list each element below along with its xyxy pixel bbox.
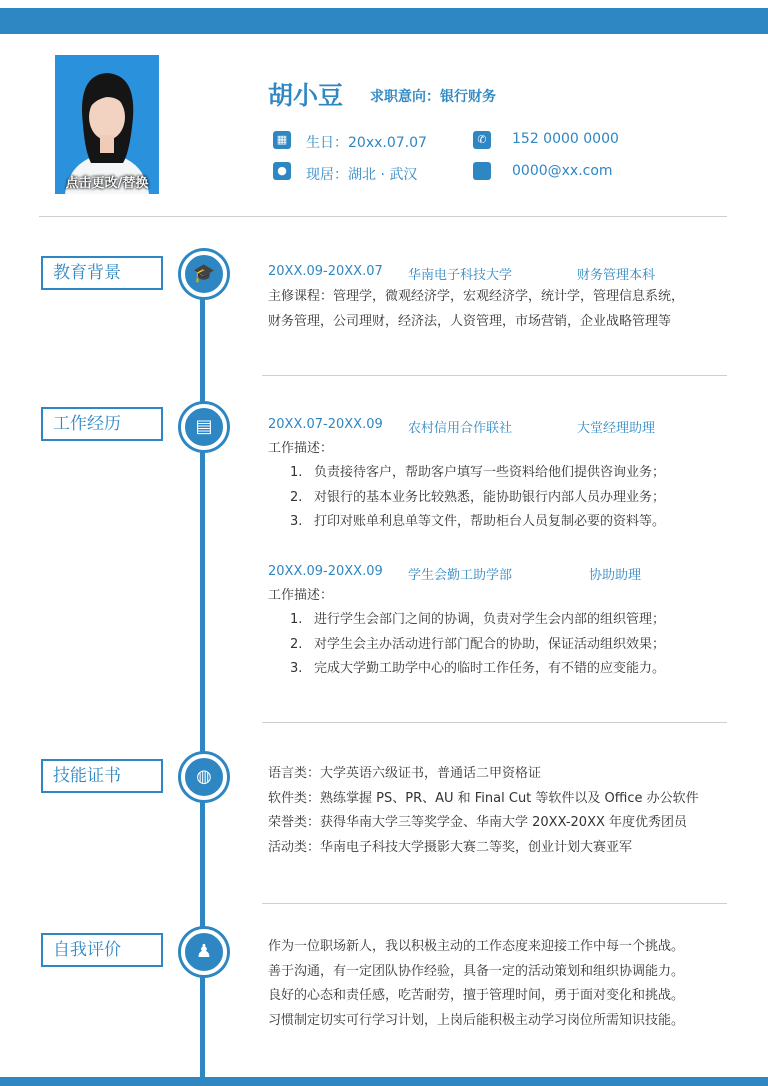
skill-line: 荣誉类：获得华南大学三等奖学金、华南大学 20XX-20XX 年度优秀团员 (268, 815, 688, 830)
eval-line: 作为一位职场新人，我以积极主动的工作态度来迎接工作中每一个挑战。 (268, 939, 685, 954)
job-duties (290, 608, 665, 682)
item-number: 1. (290, 612, 303, 627)
section-divider (262, 375, 727, 376)
eval-line: 良好的心态和责任感，吃苦耐劳，擅于管理时间，勇于面对变化和挑战。 (268, 988, 685, 1003)
item-text: 打印对账单利息单等文件，帮助柜台人员复制必要的资料等。 (314, 514, 666, 529)
residence: 现居：湖北 · 武汉 (306, 167, 418, 183)
mouse-icon: ◍ (181, 754, 227, 800)
section-divider (262, 903, 727, 904)
list-item (290, 633, 665, 658)
item-number: 1. (290, 465, 303, 480)
education-period: 20XX.09-20XX.07 (268, 264, 383, 279)
item-text: 对学生会主办活动进行部门配合的协助，保证活动组织效果； (314, 636, 666, 652)
section-title-education: 教育背景 (41, 256, 163, 290)
calendar-icon: ▦ (273, 131, 291, 149)
job-period: 20XX.09-20XX.09 (268, 564, 383, 579)
education-major: 财务管理本科 (577, 268, 656, 283)
eval-line: 善于沟通，有一定团队协作经验，具备一定的活动策划和组织协调能力。 (268, 963, 685, 979)
list-item (290, 510, 665, 535)
header-bar (0, 8, 768, 34)
item-number: 3. (290, 514, 303, 529)
email: 0000@xx.com (512, 163, 613, 179)
job-period: 20XX.07-20XX.09 (268, 417, 383, 432)
skills-list (268, 762, 728, 860)
list-item (290, 486, 665, 511)
profile-photo[interactable] (55, 55, 159, 194)
item-number: 2. (290, 489, 303, 505)
course-line: 主修课程：管理学，微观经济学，宏观经济学，统计学，管理信息系统， (268, 289, 685, 304)
list-item (290, 657, 665, 682)
section-title-skills: 技能证书 (41, 759, 163, 793)
phone-icon: ✆ (473, 131, 491, 149)
job-role: 大堂经理助理 (577, 421, 656, 436)
candidate-name: 胡小豆 (268, 81, 344, 110)
eval-line: 习惯制定切实可行学习计划，上岗后能积极主动学习岗位所需知识技能。 (268, 1012, 685, 1028)
skill-line: 活动类：华南电子科技大学摄影大赛二等奖，创业计划大赛亚军 (268, 839, 633, 855)
desc-label: 工作描述： (268, 441, 334, 456)
chart-icon: ▤ (181, 404, 227, 450)
phone: 152 0000 0000 (512, 131, 619, 147)
graduation-cap-icon: 🎓 (181, 251, 227, 297)
skill-line: 软件类：熟练掌握 PS、PR、AU 和 Final Cut 等软件以及 Office 办公软件 (268, 790, 699, 806)
section-divider (262, 722, 727, 723)
job-org: 学生会勤工助学部 (408, 568, 513, 583)
item-text: 负责接待客户，帮助客户填写一些资料给他们提供咨询业务； (314, 465, 666, 480)
header-divider (39, 216, 727, 217)
location-icon: ● (273, 162, 291, 180)
job-org: 农村信用合作联社 (408, 421, 513, 436)
self-eval-text (268, 935, 728, 1033)
item-text: 完成大学勤工助学中心的临时工作任务，有不错的应变能力。 (314, 661, 666, 676)
education-courses (268, 285, 728, 334)
job-desc-label (268, 437, 728, 462)
skill-line: 语言类：大学英语六级证书，普通话二甲资格证 (268, 766, 542, 781)
job-intent: 求职意向：银行财务 (370, 89, 496, 105)
person-icon: ♟ (181, 929, 227, 975)
job-role: 协助助理 (589, 568, 642, 583)
photo-caption[interactable]: 点击更改/替换 (65, 176, 149, 191)
item-text: 进行学生会部门之间的协调，负责对学生会内部的组织管理； (314, 612, 666, 627)
course-line: 财务管理，公司理财，经济法，人资管理，市场营销，企业战略管理等 (268, 313, 672, 329)
list-item (290, 608, 665, 633)
item-text: 对银行的基本业务比较熟悉，能协助银行内部人员办理业务； (314, 489, 666, 505)
desc-label: 工作描述： (268, 588, 334, 603)
item-number: 2. (290, 636, 303, 652)
job-duties (290, 461, 665, 535)
job-desc-label (268, 584, 728, 609)
item-number: 3. (290, 661, 303, 676)
list-item (290, 461, 665, 486)
footer-bar (0, 1077, 768, 1086)
section-title-self-eval: 自我评价 (41, 933, 163, 967)
email-icon (473, 162, 491, 180)
section-title-work: 工作经历 (41, 407, 163, 441)
birthday: 生日：20xx.07.07 (306, 135, 427, 151)
education-school: 华南电子科技大学 (408, 268, 513, 283)
